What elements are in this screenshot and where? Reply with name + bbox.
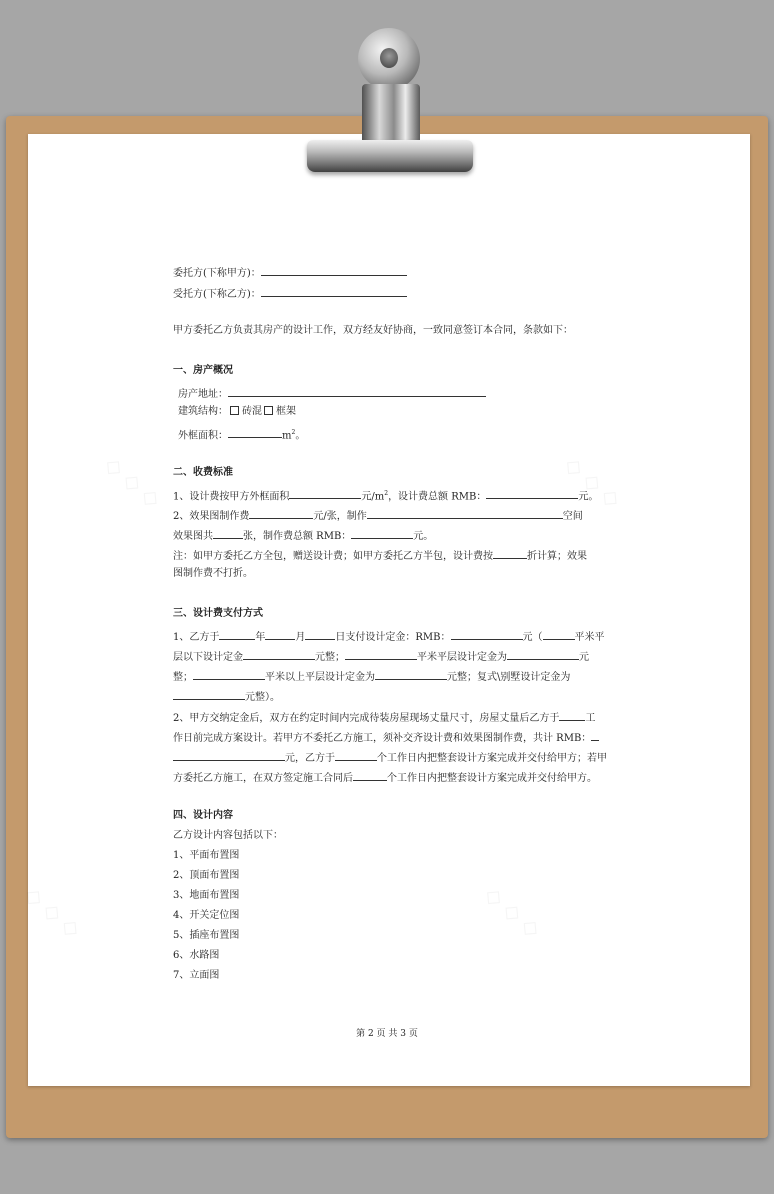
fee-text: 元。 [413,531,434,542]
fee-text: 注：如甲方委托乙方全包，赠送设计费；如甲方委托乙方半包，设计费按 [173,551,493,562]
fee-text: 元。 [578,491,599,503]
fee-text: 2、效果图制作费 [173,511,250,522]
payment-line-1 [173,628,605,645]
payment-blank[interactable] [591,729,599,741]
fee-text: 空间 [562,511,583,522]
payment-text: 1、乙方于 [173,632,220,643]
structure-line [178,405,296,419]
fee-blank[interactable] [367,507,563,519]
intro-text: 甲方委托乙方负责其房产的设计工作，双方经友好协商，一致同意签订本合同，条款如下： [173,325,573,336]
fee-line-1 [173,487,598,504]
area-unit: m [282,430,292,442]
area-blank[interactable] [228,426,282,438]
structure-opt-frame: 框架 [276,406,296,417]
fee-text: 元/张，制作 [313,511,367,522]
list-item: 5、插座布置图 [173,930,240,941]
client-blank[interactable] [261,264,407,276]
payment-text: 整； [173,672,193,683]
payment-text: 元整；复式\别墅设计定金为 [447,672,571,683]
payment-blank[interactable] [559,709,585,721]
fee-text: ，设计费总额 RMB： [388,491,487,503]
fee-text: 元/m [361,491,385,503]
payment-blank[interactable] [375,668,447,680]
area-end: 。 [295,430,306,442]
address-blank[interactable] [228,385,486,397]
list-item: 2、顶面布置图 [173,870,240,881]
payment-line-2 [173,648,589,665]
payment-text: 平米以上平层设计定金为 [265,672,375,683]
payment-text: 元整； [315,652,345,663]
payment-text: 2、甲方交纳定金后，双方在约定时间内完成待装房屋现场丈量尺寸，房屋丈量后乙方于 [173,713,560,724]
payment-blank[interactable] [451,628,523,640]
payment-blank[interactable] [193,668,265,680]
fee-blank[interactable] [249,507,313,519]
payment-blank[interactable] [507,648,579,660]
fee-blank[interactable] [486,487,578,499]
payment-para2-line-2 [173,729,599,746]
payment-blank[interactable] [543,628,575,640]
fee-text: 效果图共 [173,531,213,542]
payment-blank[interactable] [353,769,387,781]
design-intro: 乙方设计内容包括以下： [173,830,283,841]
section1-title: 一、房产概况 [173,365,233,376]
page-number: 第 2 页 共 3 页 [356,1029,418,1039]
payment-text: 元整）。 [245,692,280,703]
fee-line-3 [173,527,433,544]
checkbox-brick[interactable] [230,406,239,415]
area-line [178,426,305,443]
client-label: 委托方(下称甲方)： [173,268,261,279]
fee-text: 张，制作费总额 RMB： [243,531,352,542]
payment-text: 元（ [522,632,543,643]
payment-text: 年 [255,632,266,643]
clip-hole [380,48,398,68]
address-label: 房产地址： [178,389,228,400]
contractor-blank[interactable] [261,285,407,297]
payment-line-3 [173,668,570,685]
area-sup: 2 [291,429,296,436]
client-line [173,264,407,281]
payment-blank[interactable] [173,749,285,761]
structure-label: 建筑结构： [178,406,228,417]
section2-title: 二、收费标准 [173,467,233,478]
contractor-line [173,285,407,302]
structure-opt-brick: 砖混 [242,406,262,417]
fee-sup: 2 [384,490,389,497]
fee-blank[interactable] [289,487,361,499]
fee-text: 折计算；效果 [527,551,587,562]
list-item: 6、水路图 [173,950,220,961]
fee-blank[interactable] [213,527,243,539]
payment-blank[interactable] [243,648,315,660]
payment-line-4 [173,688,280,705]
section4-title: 四、设计内容 [173,810,233,821]
fee-blank[interactable] [493,547,527,559]
payment-text: 方委托乙方施工，在双方签定施工合同后 [173,773,353,784]
list-item: 7、立面图 [173,970,220,981]
payment-blank[interactable] [335,749,377,761]
payment-blank[interactable] [265,628,295,640]
area-label: 外框面积： [178,430,228,442]
section3-title: 三、设计费支付方式 [173,608,263,619]
payment-text: 月 [295,632,306,643]
payment-blank[interactable] [345,648,417,660]
clip-stem [362,84,420,144]
payment-blank[interactable] [305,628,335,640]
payment-text: 元，乙方于 [285,753,335,764]
fee-note-line-2: 图制作费不打折。 [173,568,253,579]
payment-para2-line-3 [173,749,607,766]
payment-text: 个工作日内把整套设计方案完成并交付给甲方。 [387,773,597,784]
fee-blank[interactable] [351,527,413,539]
list-item: 1、平面布置图 [173,850,240,861]
payment-text: 元 [579,652,589,663]
payment-text: 平米平层设计定金为 [417,652,507,663]
payment-blank[interactable] [173,688,245,700]
contractor-label: 受托方(下称乙方)： [173,289,261,300]
payment-text: 作日前完成方案设计。若甲方不委托乙方施工，须补交齐设计费和效果图制作费，共计 RMB： [173,733,592,744]
address-line [178,385,486,402]
fee-note-line-1 [173,547,587,564]
payment-text: 日支付设计定金：RMB： [335,632,451,643]
fee-line-2 [173,507,583,524]
binder-clip [307,140,473,172]
payment-para2-line-4 [173,769,597,786]
payment-text: 个工作日内把整套设计方案完成并交付给甲方；若甲 [377,753,607,764]
payment-text: 平米平 [574,632,605,643]
payment-text: 工 [585,713,596,724]
payment-blank[interactable] [219,628,255,640]
checkbox-frame[interactable] [264,406,273,415]
payment-para2-line-1 [173,709,595,726]
list-item: 4、开关定位图 [173,910,240,921]
payment-text: 层以下设计定金 [173,652,243,663]
clip-ring [358,28,420,90]
list-item: 3、地面布置图 [173,890,240,901]
fee-text: 1、设计费按甲方外框面积 [173,491,290,503]
